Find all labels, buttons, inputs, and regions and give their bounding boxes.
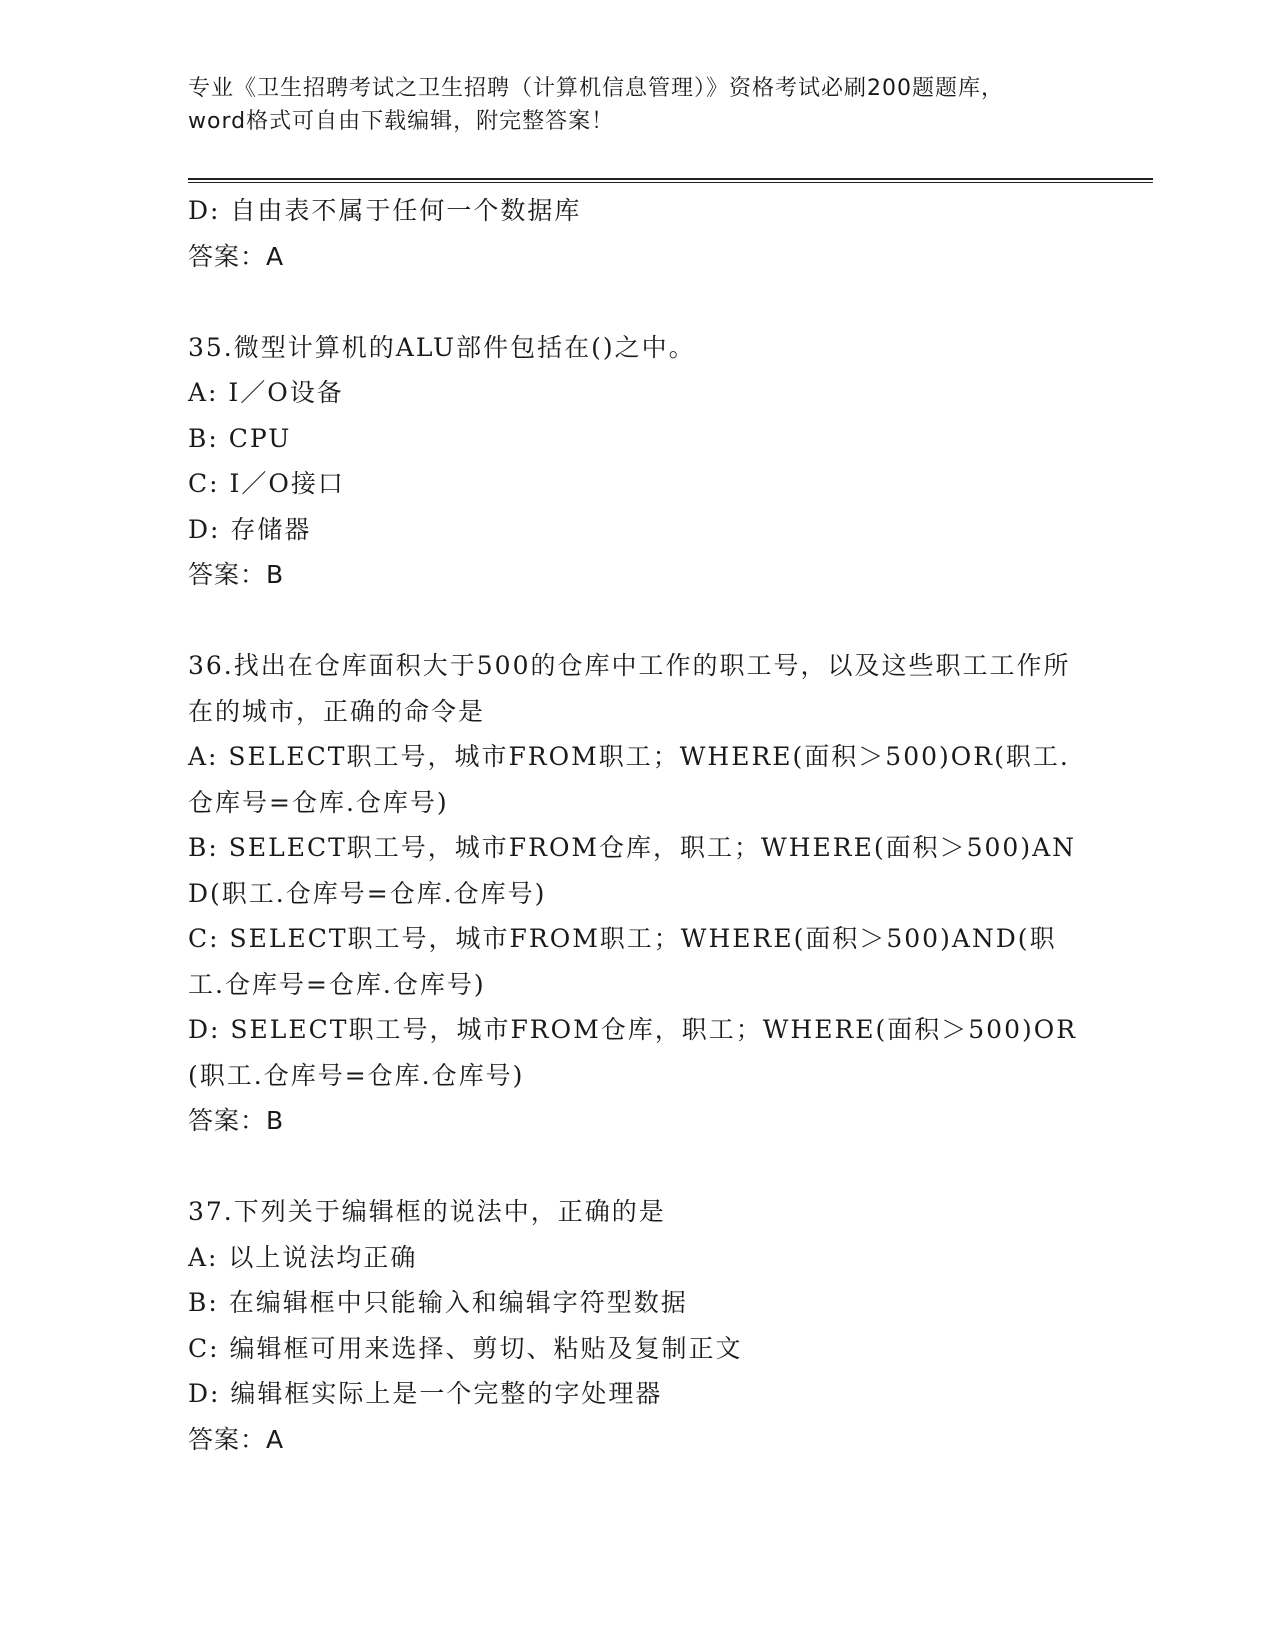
question-content — [188, 188, 1088, 1462]
question-35 — [188, 325, 1088, 598]
question-36 — [188, 643, 1088, 1144]
option-c: C: I／O接口 — [188, 469, 345, 498]
spacer — [188, 598, 1088, 644]
answer-line: 答案：A — [188, 1424, 285, 1454]
question-text: 37.下列关于编辑框的说法中，正确的是 — [188, 1197, 666, 1226]
option-d: D: 编辑框实际上是一个完整的字处理器 — [188, 1379, 663, 1408]
spacer — [188, 279, 1088, 325]
answer-line: 答案：B — [188, 1106, 285, 1135]
page-header — [188, 72, 1088, 138]
option-a: A: SELECT职工号，城市FROM职工；WHERE(面积＞500)OR(职工.仓库号=仓库.仓库号) — [188, 742, 1070, 817]
question-37 — [188, 1189, 1088, 1462]
answer-line: 答案：A — [188, 241, 285, 271]
header-title-line-1: 专业《卫生招聘考试之卫生招聘（计算机信息管理）》资格考试必刷200题题库， — [188, 76, 1004, 101]
option-c: C: SELECT职工号，城市FROM职工；WHERE(面积＞500)AND(职工.仓库号=仓库.仓库号) — [188, 924, 1057, 999]
option-a: A: I／O设备 — [188, 378, 344, 407]
previous-question-tail — [188, 188, 1088, 279]
question-text: 35.微型计算机的ALU部件包括在()之中。 — [188, 332, 696, 362]
option-d: D: SELECT职工号，城市FROM仓库，职工；WHERE(面积＞500)OR(职工.仓库号=仓库.仓库号) — [188, 1015, 1078, 1090]
answer-line: 答案：B — [188, 560, 285, 589]
header-title-line-2: word格式可自由下载编辑，附完整答案！ — [188, 109, 615, 134]
option-a: A: 以上说法均正确 — [188, 1242, 418, 1272]
option-d: D: 自由表不属于任何一个数据库 — [188, 196, 582, 225]
option-b: B: SELECT职工号，城市FROM仓库，职工；WHERE(面积＞500)AND(职工.仓库号=仓库.仓库号) — [188, 833, 1077, 908]
spacer — [188, 1144, 1088, 1190]
option-b: B: CPU — [188, 423, 292, 453]
header-divider — [188, 178, 1153, 183]
option-b: B: 在编辑框中只能输入和编辑字符型数据 — [188, 1288, 688, 1317]
question-text: 36.找出在仓库面积大于500的仓库中工作的职工号，以及这些职工工作所在的城市，正确的命令是 — [188, 651, 1071, 726]
option-c: C: 编辑框可用来选择、剪切、粘贴及复制正文 — [188, 1333, 743, 1363]
option-d: D: 存储器 — [188, 514, 312, 544]
